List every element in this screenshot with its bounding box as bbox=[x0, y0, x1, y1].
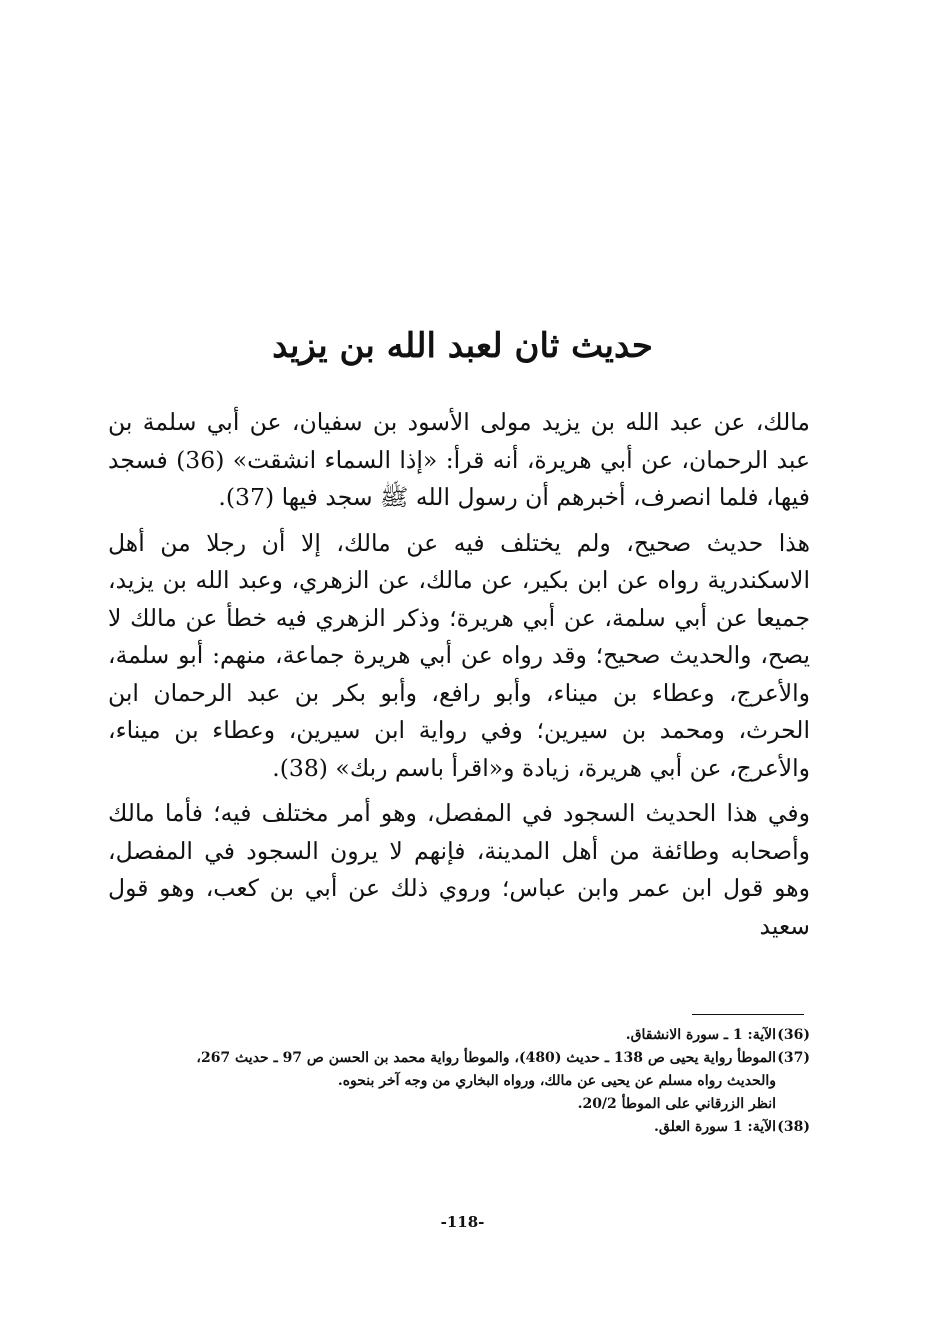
footnote-text: والحديث رواه مسلم عن يحيى عن مالك، ورواه البخاري من وجه آخر بنحوه. bbox=[337, 1073, 776, 1089]
footnote-38 bbox=[110, 1116, 810, 1139]
footnote-number: (36) bbox=[777, 1027, 810, 1043]
footnote-text: الآية: 1 ـ سورة الانشقاق. bbox=[625, 1027, 776, 1043]
paragraph-2: هذا حديث صحيح، ولم يختلف فيه عن مالك، إلا أن رجلا من أهل الاسكندرية رواه عن ابن بكير، عن مالك، عن الزهري، وعبد الله بن يزيد، جميعا عن أبي سلمة، عن أبي هريرة؛ وذكر الزهري فيه خطأ عن مالك لا يصح، والحديث صحيح؛ وقد رواه عن أبي هريرة جماعة، منهم: أبو سلمة، والأعرج، وعطاء بن ميناء، وأبو رافع، وأبو بكر بن عبد الرحمان ابن الحرث، ومحمد بن سيرين؛ وفي رواية ابن سيرين، وعطاء بن ميناء، والأعرج، عن أبي هريرة، زيادة و«اقرأ باسم ربك» (38). bbox=[108, 528, 810, 782]
footnotes bbox=[110, 1024, 810, 1139]
footnote-text: انظر الزرقاني على الموطأ 20/2. bbox=[577, 1096, 776, 1112]
footnote-number: (38) bbox=[777, 1119, 810, 1135]
body-text bbox=[108, 404, 810, 953]
footnote-divider bbox=[692, 1014, 804, 1015]
footnote-number: (37) bbox=[777, 1050, 810, 1066]
footnote-text: الآية: 1 سورة العلق. bbox=[654, 1119, 776, 1135]
page-number: -118- bbox=[440, 1213, 485, 1231]
page-title: حديث ثان لعبد الله بن يزيد bbox=[272, 326, 653, 366]
footnote-36 bbox=[110, 1024, 810, 1047]
footnote-text: الموطأ رواية يحيى ص 138 ـ حديث (480)، والموطأ رواية محمد بن الحسن ص 97 ـ حديث 267، bbox=[196, 1050, 776, 1066]
footnote-37 bbox=[110, 1047, 810, 1116]
paragraph-3: وفي هذا الحديث السجود في المفصل، وهو أمر مختلف فيه؛ فأما مالك وأصحابه وطائفة من أهل المدينة، فإنهم لا يرون السجود في المفصل، وهو قول ابن عمر وابن عباس؛ وروي ذلك عن أبي بن كعب، وهو قول سعيد bbox=[108, 799, 810, 940]
paragraph-1: مالك، عن عبد الله بن يزيد مولى الأسود بن سفيان، عن أبي سلمة بن عبد الرحمان، عن أبي هريرة، أنه قرأ: «إذا السماء انشقت» (36) فسجد فيها، فلما انصرف، أخبرهم أن رسول الله ﷺ سجد فيها (37). bbox=[108, 408, 810, 511]
